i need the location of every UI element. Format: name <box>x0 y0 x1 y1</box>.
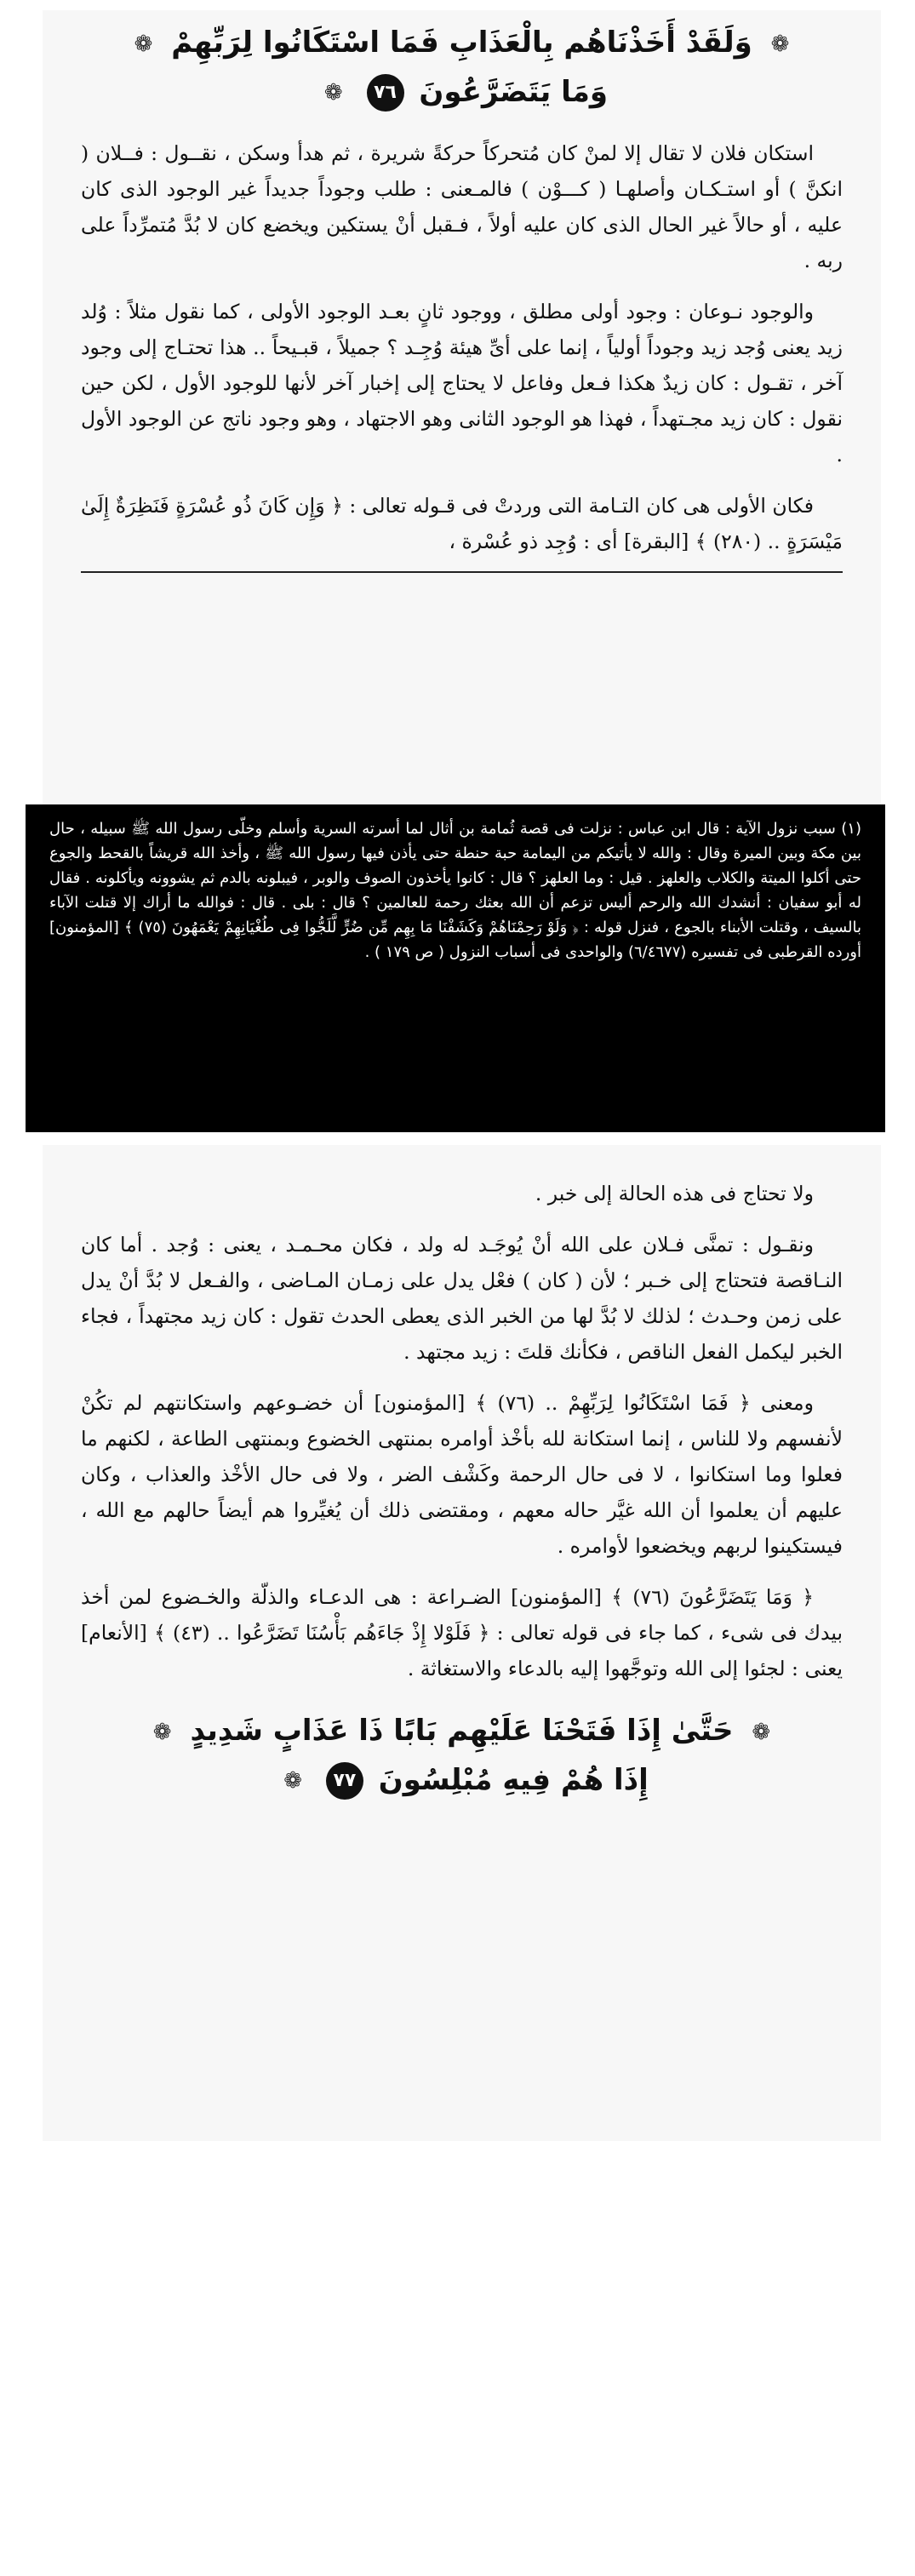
verse-footer <box>43 1707 881 1805</box>
verse-line-2 <box>43 68 881 117</box>
verse-number-badge: ٧٧ <box>326 1762 363 1800</box>
ornament-icon: ❁ <box>752 1719 771 1745</box>
verse-header <box>43 10 881 117</box>
paragraph: ونقـول : تمنَّى فـلان على الله أنْ يُوجَـد له ولد ، فكان محـمـد ، يعنى : وُجد . أما كان النـاقصة فتحتاج إلى خـبر ؛ لأن ( كان ) فعْل يدل على زمـان المـاضى ، والفـعل لا بُدَّ أنْ يدل على زمن وحـدث ؛ لذلك لا بُدَّ لها من الخبر الذى يعطى الحدث تقول : كان زيد مجتهداً ، فجاء الخبر ليكمل الفعل الناقص ، فكأنك قلتَ : زيد مجتهد . <box>81 1233 843 1364</box>
footnote-divider <box>81 571 843 573</box>
footnote-block: (١) سبب نزول الآية : قال ابن عباس : نزلت فى قصة ثُمامة بن أثال لما أسرته السرية وأسلم وخلّى رسول الله ﷺ سبيله ، حال بين مكة وبين الميرة وقال : والله لا يأتيكم من اليمامة حبة حنطة حتى يأذن فيها رسول الله ﷺ ، وأخذ الله قريشاً بالقحط والجوع حتى أكلوا الميتة والكلاب والعلهز . قيل : وما العلهز ؟ قال : كانوا يأخذون الصوف والوبر ، فيبلونه بالدم ثم يشوونه ويأكلونه . فقال له أبو سفيان : أنشدك الله والرحم أليس تزعم أن الله بعثك رحمة للعالمين ؟ قال : بلى . قال : فوالله ما أراك إلا قتلت الآباء بالسيف ، وقتلت الأبناء بالجوع ، فنزل قوله : ﴿ وَلَوْ رَحِمْنَاهُمْ وَكَشَفْنَا مَا بِهِم مِّن ضُرٍّ لَّلَجُّوا فِى طُغْيَانِهِمْ يَعْمَهُونَ (٧٥) ﴾ [المؤمنون] أورده القرطبى فى تفسيره (٦/٤٦٧٧) والواحدى فى أسباب النزول ( ص ١٧٩ ) . <box>26 804 885 1132</box>
verse-text-2: وَمَا يَتَضَرَّعُونَ <box>419 74 609 109</box>
paragraph: فكان الأولى هى كان التـامة التى وردتْ فى قـوله تعالى : ﴿ وَإِن كَانَ ذُو عُسْرَةٍ فَنَظِرَةٌ إِلَىٰ مَيْسَرَةٍ .. (٢٨٠) ﴾ [البقرة] أى : وُجِد ذو عُسْرة ، <box>81 494 843 553</box>
ornament-icon: ❁ <box>770 31 790 57</box>
paragraph: ومعنى ﴿ فَمَا اسْتَكَانُوا لِرَبِّهِمْ .. (٧٦) ﴾ [المؤمنون] أن خضـوعهم واستكانتهم لم تكُنْ لأنفسهم ولا للناس ، إنما استكانة لله بأخْذ أوامره بمنتهى الخضوع وبمنتهى الطاعة ، لكنهم ما فعلوا وما استكانوا ، لا فى حال الرحمة وكَشْف الضر ، ولا فى حال الأخْذ والعذاب ، وكان عليهم أن يعلموا أن الله غيَّر حاله معهم ، ومقتضى ذلك أن يُغيِّروا هم أيضاً حالهم مع الله ، فيستكينوا لربهم ويخضعوا لأوامره . <box>81 1391 843 1558</box>
verse-text-2: إِذَا هُمْ فِيهِ مُبْلِسُونَ <box>378 1762 649 1797</box>
verse-line-1 <box>43 19 881 68</box>
verse-line-1 <box>43 1707 881 1756</box>
page-body <box>43 1145 881 1686</box>
page-upper <box>43 10 881 806</box>
paragraph: استكان فلان لا تقال إلا لمنْ كان مُتحركاً حركةً شريرة ، ثم هدأ وسكن ، نقــول : فــلان ( انكنَّ ) أو استـكـان وأصلهـا ( كـــوْن ) فالمـعنى : طلب وجوداً جديداً غير الوجود الذى كان عليه ، أو حالاً غير الحال الذى كان عليه أولاً ، فـقبل أنْ يستكين ويخضع كان لا بُدَّ مُتمرِّداً على ربه . <box>81 141 843 272</box>
paragraph: ولا تحتاج فى هذه الحالة إلى خبر . <box>535 1182 814 1205</box>
ornament-icon: ❁ <box>152 1719 172 1745</box>
paragraph: ﴿ وَمَا يَتَضَرَّعُونَ (٧٦) ﴾ [المؤمنون] الضـراعة : هى الدعـاء والذلّة والخـضوع لمن أخذ بيدك فى شىء ، كما جاء فى قوله تعالى : ﴿ فَلَوْلا إِذْ جَاءَهُم بَأْسُنَا تَضَرَّعُوا .. (٤٣) ﴾ [الأنعام] يعنى : لجئوا إلى الله وتوجَّهوا إليه بالدعاء والاستغاثة . <box>81 1585 843 1680</box>
verse-text-1: وَلَقَدْ أَخَذْنَاهُم بِالْعَذَابِ فَمَا اسْتَكَانُوا لِرَبِّهِمْ <box>171 26 752 60</box>
page-lower <box>43 1145 881 2141</box>
page-body <box>43 117 881 573</box>
paragraph: والوجود نـوعان : وجود أولى مطلق ، ووجود ثانٍ بعـد الوجود الأولى ، كما نقول مثلاً : وُلد زيد يعنى وُجد زيد وجوداً أولياً ، إنما على أىِّ هيئة وُجِـد ؟ جميلاً ، قبـيحاً .. هذا تحتـاج إلى وجود آخر ، تقـول : كان زيدٌ هكذا فـعل وفاعل لا يحتاج إلى إخبار آخر لأنها للوجود الأول ، لكن حين نقول : كان زيد مجـتهداً ، فهذا هو الوجود الثانى وهو الاجتهاد ، وهو وجود ناتج عن الوجود الأول . <box>81 300 843 467</box>
ornament-icon: ❁ <box>134 31 153 57</box>
verse-number-badge: ٧٦ <box>367 74 404 112</box>
ornament-icon: ❁ <box>283 1768 303 1794</box>
verse-line-2 <box>43 1756 881 1806</box>
verse-text-1: حَتَّىٰ إِذَا فَتَحْنَا عَلَيْهِم بَابًا ذَا عَذَابٍ شَدِيدٍ <box>190 1714 734 1748</box>
ornament-icon: ❁ <box>323 80 343 106</box>
